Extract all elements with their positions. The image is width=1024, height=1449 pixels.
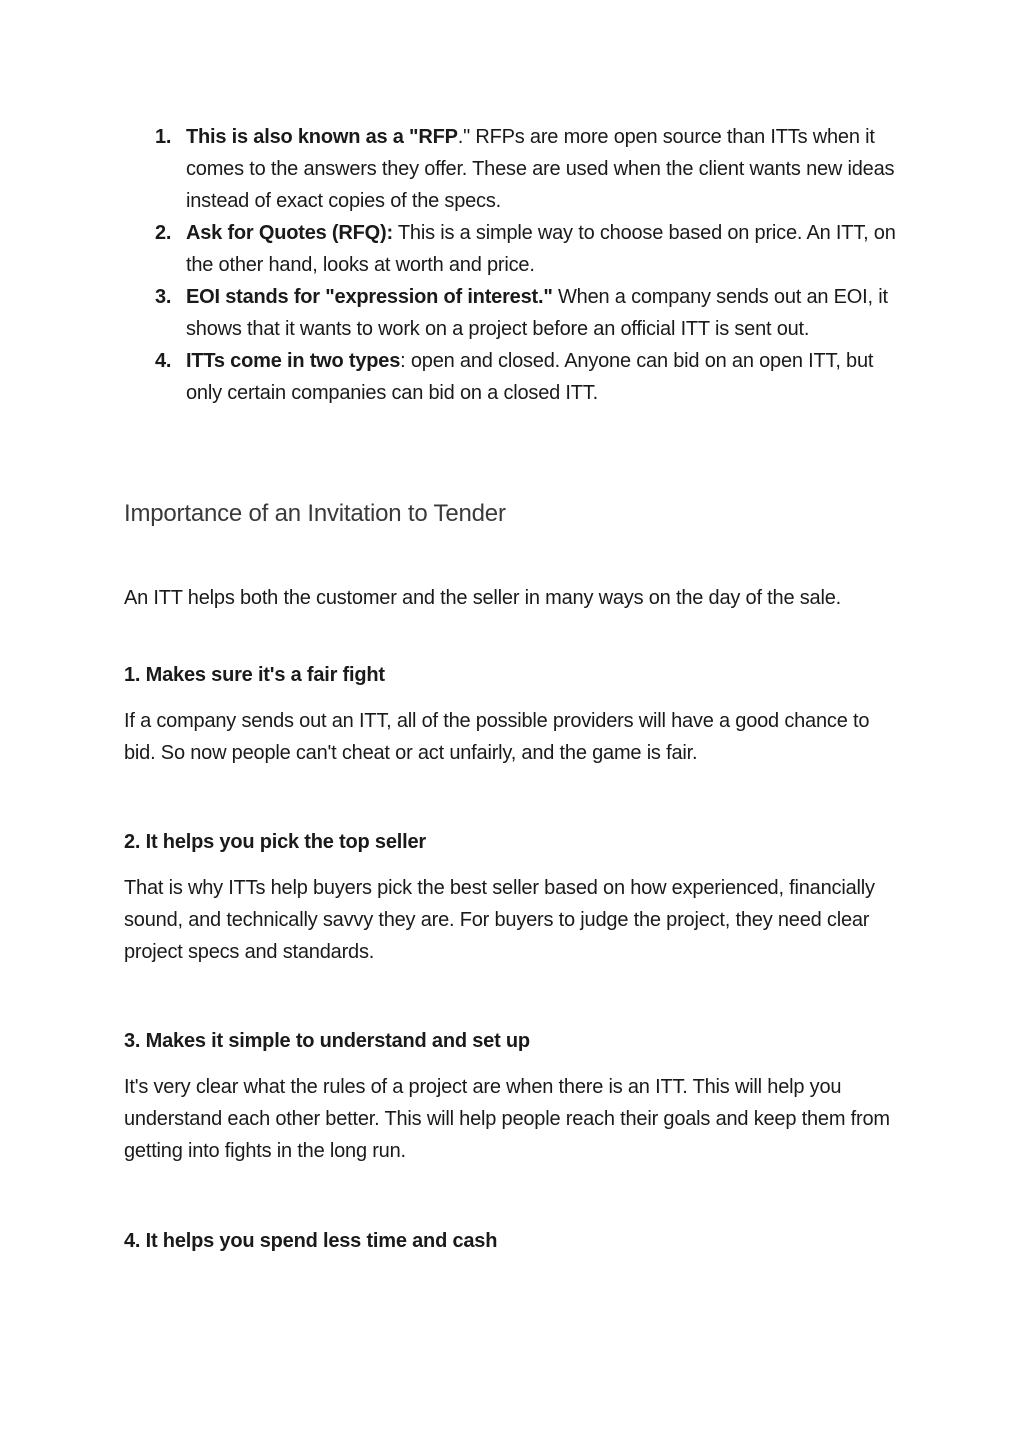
list-number: 4.	[155, 350, 172, 372]
list-item-text: This is a simple way to choose based on price. An ITT, on the other hand, looks at worth and price.	[186, 222, 896, 276]
list-item	[155, 121, 900, 217]
itt-alternatives-list	[155, 121, 900, 409]
list-item-lead: ITTs come in two types	[186, 350, 401, 372]
subheading-fair-fight: 1. Makes sure it's a fair fight	[124, 664, 385, 686]
subheading-top-seller: 2. It helps you pick the top seller	[124, 831, 426, 853]
subheading-save-time-cash: 4. It helps you spend less time and cash	[124, 1230, 498, 1252]
section-heading: Importance of an Invitation to Tender	[124, 500, 506, 527]
list-item	[155, 345, 900, 409]
list-item-text: : open and closed. Anyone can bid on an open ITT, but only certain companies can bid on a closed ITT.	[186, 350, 874, 404]
list-item-text: ." RFPs are more open source than ITTs when it comes to the answers they offer. These are used when the client wants new ideas instead of exact copies of the specs.	[186, 126, 895, 212]
list-number: 3.	[155, 286, 172, 308]
list-item	[155, 217, 900, 281]
paragraph-top-seller: That is why ITTs help buyers pick the best seller based on how experienced, financially sound, and technically savvy they are. For buyers to judge the project, they need clear project specs and standards.	[124, 877, 875, 963]
list-item-lead: EOI stands for "expression of interest."	[186, 286, 553, 308]
paragraph-simple-setup: It's very clear what the rules of a project are when there is an ITT. This will help you understand each other better. This will help people reach their goals and keep them from getting into fights in the long run.	[124, 1076, 890, 1162]
list-item-text: When a company sends out an EOI, it shows that it wants to work on a project before an official ITT is sent out.	[186, 286, 888, 340]
subheading-simple-setup: 3. Makes it simple to understand and set up	[124, 1030, 530, 1052]
list-item-lead: Ask for Quotes (RFQ):	[186, 222, 393, 244]
list-item-lead: This is also known as a "RFP	[186, 126, 458, 148]
intro-paragraph: An ITT helps both the customer and the seller in many ways on the day of the sale.	[124, 587, 841, 609]
list-number: 2.	[155, 222, 172, 244]
list-number: 1.	[155, 126, 172, 148]
paragraph-fair-fight: If a company sends out an ITT, all of the possible providers will have a good chance to bid. So now people can't cheat or act unfairly, and the game is fair.	[124, 710, 870, 764]
list-item	[155, 281, 900, 345]
